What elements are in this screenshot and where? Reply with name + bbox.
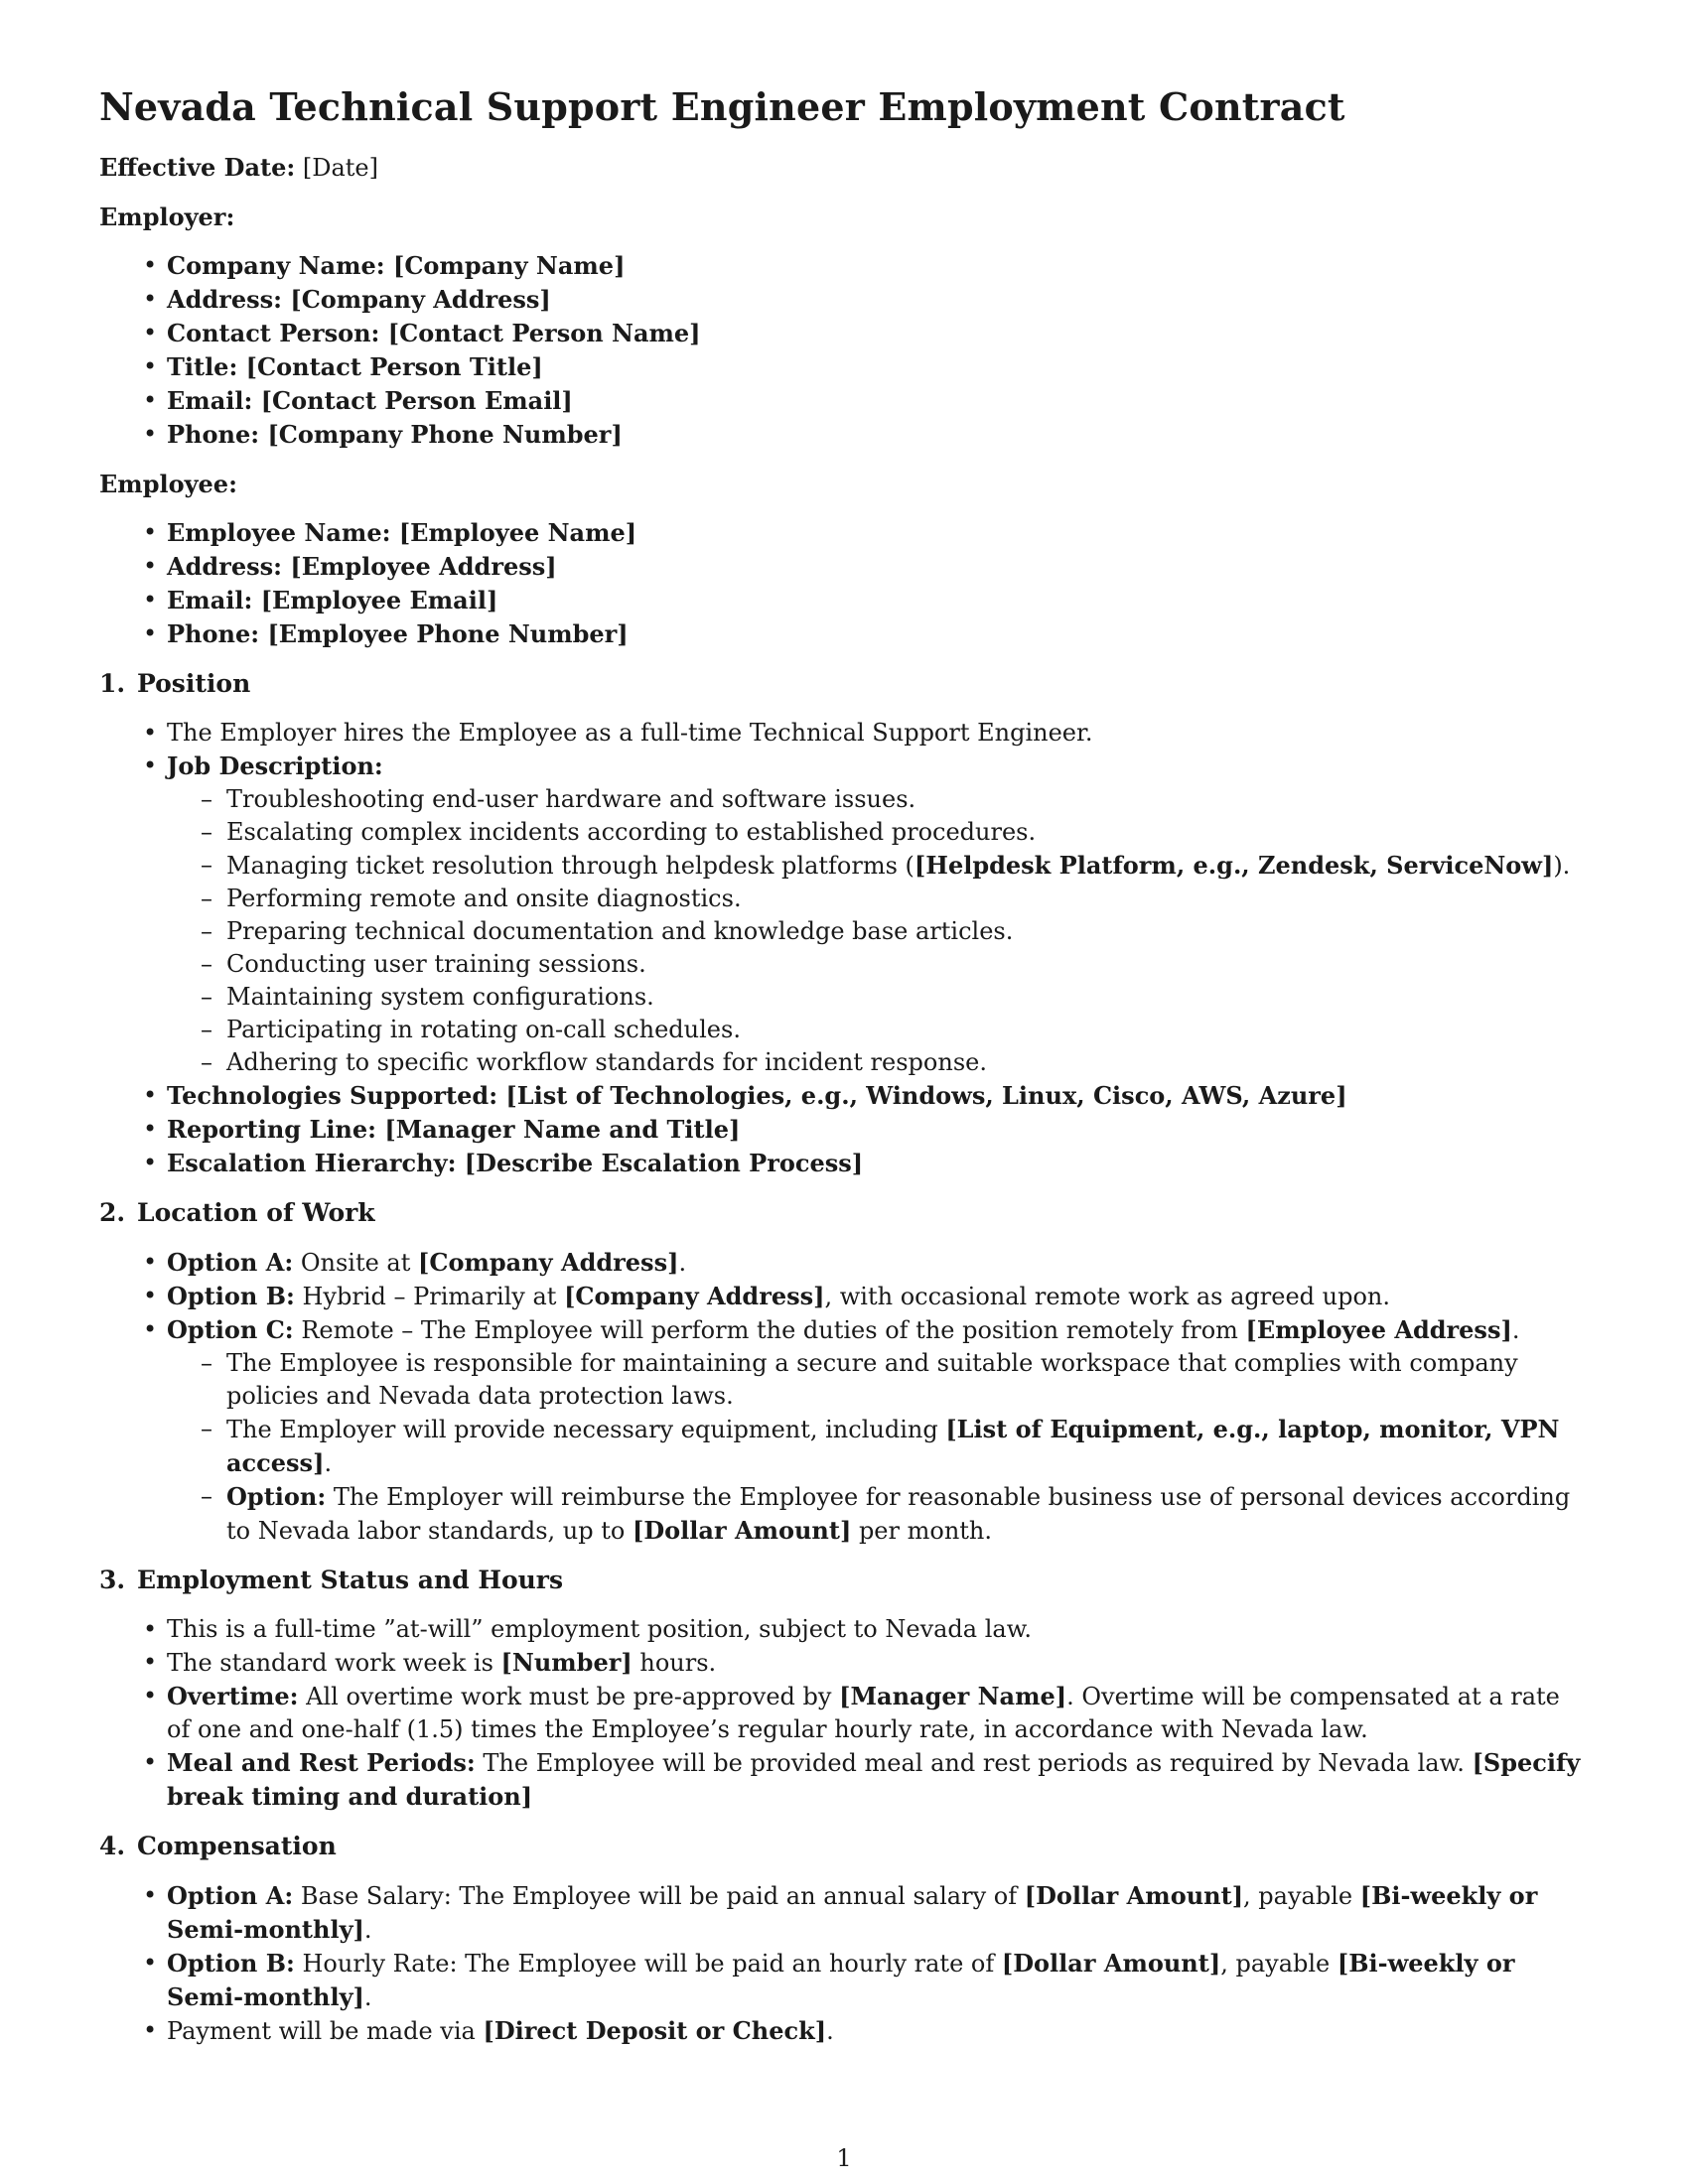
duty-item: – Maintaining system configurations. — [226, 981, 1589, 1014]
list-item: • Payment will be made via [Direct Deposit or Check]. — [167, 2014, 1589, 2048]
section-heading-compensation: 4. Compensation — [99, 1832, 337, 1860]
duties-list — [167, 783, 1589, 1079]
section-heading-status: 3. Employment Status and Hours — [99, 1566, 564, 1594]
list-item: • Title: [Contact Person Title] — [167, 350, 1589, 384]
list-item: • Contact Person: [Contact Person Name] — [167, 317, 1589, 350]
contract-page — [99, 84, 1589, 2064]
duty-item: – Troubleshooting end-user hardware and software issues. — [226, 783, 1589, 816]
list-item: • Employee Name: [Employee Name] — [167, 516, 1589, 550]
list-item: • Company Name: [Company Name] — [167, 249, 1589, 283]
list-item: • Phone: [Employee Phone Number] — [167, 617, 1589, 651]
list-item: • Email: [Contact Person Email] — [167, 384, 1589, 418]
page-title: Nevada Technical Support Engineer Employment Contract — [99, 84, 1345, 129]
list-item: • Address: [Company Address] — [167, 283, 1589, 317]
duty-item: – Preparing technical documentation and knowledge base articles. — [226, 915, 1589, 948]
section-heading-location: 2. Location of Work — [99, 1198, 375, 1227]
duty-item: – Managing ticket resolution through helpdesk platforms ([Helpdesk Platform, e.g., Zendesk, ServiceNow]). — [226, 849, 1589, 883]
list-item: • Escalation Hierarchy: [Describe Escalation Process] — [167, 1147, 1589, 1180]
list-item: • Meal and Rest Periods: The Employee will be provided meal and rest periods as required by Nevada law. [Specify break timing and duration] — [167, 1746, 1589, 1814]
remote-item: – Option: The Employer will reimburse the Employee for reasonable business use of personal devices according to Nevada labor standards, up to [Dollar Amount] per month. — [226, 1480, 1589, 1548]
employee-list — [99, 516, 1589, 651]
employer-heading: Employer: — [99, 203, 235, 231]
list-item: • Option C: Remote – The Employee will perform the duties of the position remotely from [Employee Address]. – The Employee is responsible for maintaining a secure and suitable workspace that complies with company policies and Nevada data protection laws. – The Employer will provide necessary equipment, including [List of Equipment, e.g., laptop, monitor, VPN access]. – Option: The Employer will reimburse the Employee for reasonable business use of personal devices according to Nevada labor standards, up to [Dollar Amount] per month. — [167, 1313, 1589, 1548]
remote-list — [167, 1347, 1589, 1548]
list-item: • The Employer hires the Employee as a full-time Technical Support Engineer. — [167, 717, 1589, 750]
status-list — [99, 1613, 1589, 1814]
list-item: • Job Description: – Troubleshooting end-user hardware and software issues. – Escalating complex incidents according to established procedures. – Managing ticket resolution through helpdesk platforms ([Helpdesk Platform, e.g., Zendesk, ServiceNow]). – Performing remote and onsite diagnostics. – Preparing technical documentation and knowledge base articles. – Conducting user training sessions. – Maintaining system configurations. – Participating in rotating on-call schedules. – Adhering to specific workflow standards for incident response. — [167, 750, 1589, 1079]
duty-item: – Participating in rotating on-call schedules. — [226, 1014, 1589, 1046]
section-heading-position: 1. Position — [99, 669, 251, 698]
list-item: • Technologies Supported: [List of Technologies, e.g., Windows, Linux, Cisco, AWS, Azure] — [167, 1079, 1589, 1113]
list-item: • Option A: Base Salary: The Employee will be paid an annual salary of [Dollar Amount], payable [Bi-weekly or Semi-monthly]. — [167, 1879, 1589, 1947]
position-list — [99, 717, 1589, 1180]
compensation-list — [99, 1879, 1589, 2048]
list-item: • Reporting Line: [Manager Name and Title] — [167, 1113, 1589, 1147]
list-item: • Address: [Employee Address] — [167, 550, 1589, 584]
list-item: • The standard work week is [Number] hours. — [167, 1646, 1589, 1680]
duty-item: – Escalating complex incidents according to established procedures. — [226, 816, 1589, 849]
remote-item: – The Employer will provide necessary equipment, including [List of Equipment, e.g., laptop, monitor, VPN access]. — [226, 1413, 1589, 1480]
list-item: • Option A: Onsite at [Company Address]. — [167, 1246, 1589, 1280]
list-item: • Email: [Employee Email] — [167, 584, 1589, 617]
page-number: 1 — [836, 2144, 852, 2172]
employer-list — [99, 249, 1589, 452]
duty-item: – Adhering to specific workflow standards for incident response. — [226, 1046, 1589, 1079]
list-item: • This is a full-time ”at-will” employment position, subject to Nevada law. — [167, 1613, 1589, 1646]
duty-item: – Conducting user training sessions. — [226, 948, 1589, 981]
effective-date: Effective Date: [Date] — [99, 153, 378, 182]
list-item: • Overtime: All overtime work must be pre-approved by [Manager Name]. Overtime will be compensated at a rate of one and one-half (1.5) times the Employee’s regular hourly rate, in accordance with Nevada law. — [167, 1680, 1589, 1746]
duty-item: – Performing remote and onsite diagnostics. — [226, 883, 1589, 915]
employee-heading: Employee: — [99, 470, 237, 498]
location-list — [99, 1246, 1589, 1548]
list-item: • Option B: Hybrid – Primarily at [Company Address], with occasional remote work as agreed upon. — [167, 1280, 1589, 1313]
remote-item: – The Employee is responsible for maintaining a secure and suitable workspace that complies with company policies and Nevada data protection laws. — [226, 1347, 1589, 1413]
list-item: • Phone: [Company Phone Number] — [167, 418, 1589, 452]
list-item: • Option B: Hourly Rate: The Employee will be paid an hourly rate of [Dollar Amount], payable [Bi-weekly or Semi-monthly]. — [167, 1947, 1589, 2014]
